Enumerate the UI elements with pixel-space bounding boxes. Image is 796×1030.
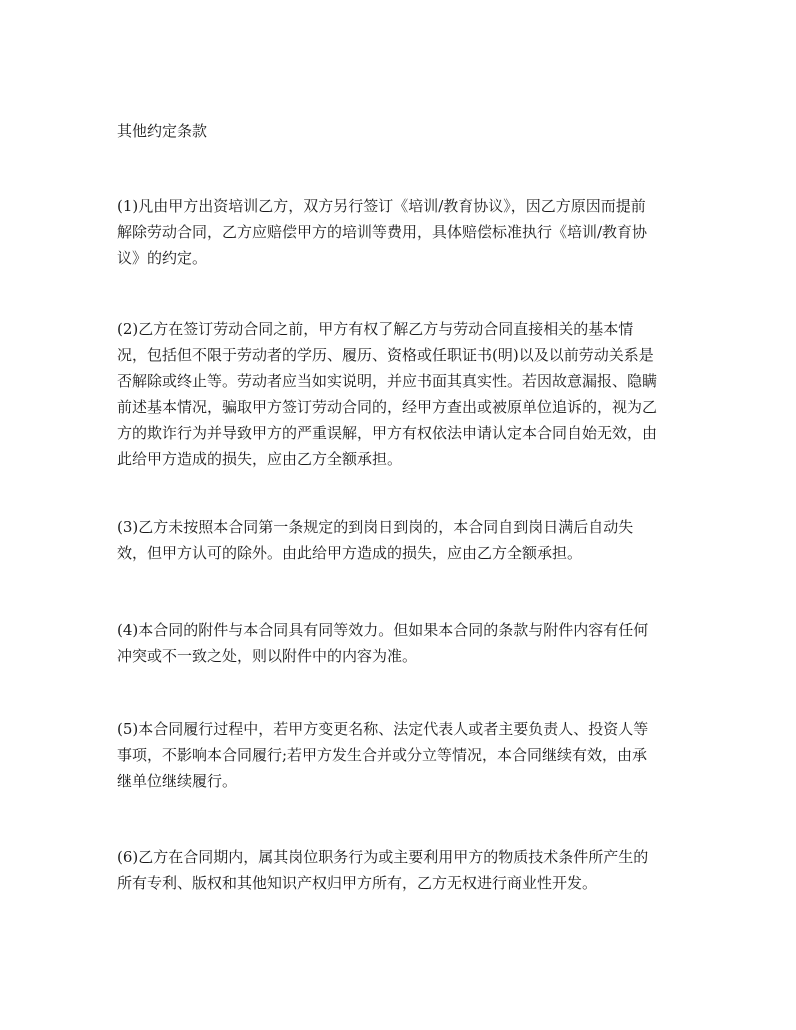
- clause-3: [117, 514, 685, 566]
- clause-line: 所有专利、版权和其他知识产权归甲方所有，乙方无权进行商业性开发。: [117, 874, 598, 892]
- clause-2: [117, 316, 685, 472]
- clause-line: 冲突或不一致之处，则以附件中的内容为准。: [117, 647, 418, 665]
- clause-line: (5)本合同履行过程中，若甲方变更名称、法定代表人或者主要负责人、投资人等: [117, 720, 649, 738]
- clause-line: (1)凡由甲方出资培训乙方，双方另行签订《培训/教育协议》，因乙方原因而提前: [117, 197, 646, 215]
- document-title: 其他约定条款: [117, 122, 208, 140]
- clause-line: 继单位继续履行。: [117, 772, 238, 790]
- clause-line: 议》的约定。: [117, 249, 208, 267]
- clause-5: [117, 716, 685, 794]
- clause-line: 解除劳动合同，乙方应赔偿甲方的培训等费用，具体赔偿标准执行《培训/教育协: [117, 223, 648, 241]
- clause-1: [117, 193, 685, 271]
- clause-line: 事项，不影响本合同履行;若甲方发生合并或分立等情况，本合同继续有效，由承: [117, 746, 648, 764]
- clause-line: 此给甲方造成的损失，应由乙方全额承担。: [117, 450, 403, 468]
- clause-line: (6)乙方在合同期内，属其岗位职务行为或主要利用甲方的物质技术条件所产生的: [117, 848, 649, 866]
- clause-6: [117, 844, 685, 896]
- clause-line: 方的欺诈行为并导致甲方的严重误解，甲方有权依法申请认定本合同自始无效，由: [117, 424, 658, 442]
- clause-line: (4)本合同的附件与本合同具有同等效力。但如果本合同的条款与附件内容有任何: [117, 621, 649, 639]
- clause-line: (3)乙方未按照本合同第一条规定的到岗日到岗的，本合同自到岗日满后自动失: [117, 518, 634, 536]
- clause-line: 否解除或终止等。劳动者应当如实说明，并应书面其真实性。若因故意漏报、隐瞒: [117, 372, 658, 390]
- clause-line: 前述基本情况，骗取甲方签订劳动合同的，经甲方查出或被原单位追诉的，视为乙: [117, 398, 658, 416]
- clause-line: 效，但甲方认可的除外。由此给甲方造成的损失，应由乙方全额承担。: [117, 544, 583, 562]
- clause-line: 况，包括但不限于劳动者的学历、履历、资格或任职证书(明)以及以前劳动关系是: [117, 346, 654, 364]
- clause-4: [117, 617, 685, 669]
- clause-line: (2)乙方在签订劳动合同之前，甲方有权了解乙方与劳动合同直接相关的基本情: [117, 320, 634, 338]
